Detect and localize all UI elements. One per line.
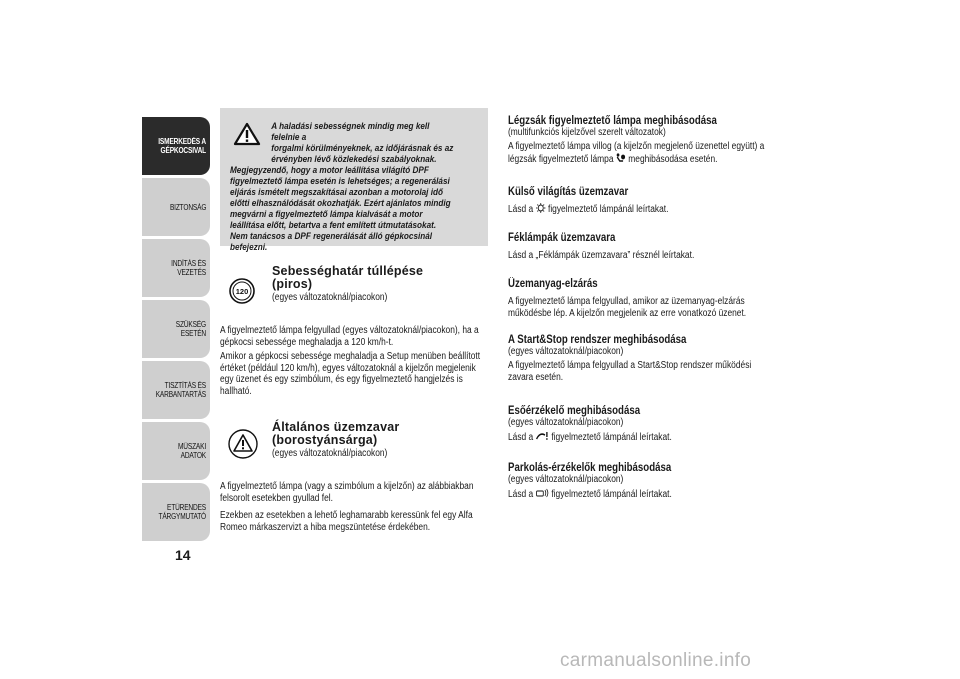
watermark: carmanualsonline.info [560, 650, 752, 671]
chapter-sidebar [142, 117, 210, 544]
warning-note-text: A haladási sebességnek mindig meg kell felelnie a forgalmi körülményeknek, az időjárásnak és az érvényben lévő közlekedési szabályoknak. Megjegyzendő, hogy a motor leállítása világító DPF figyelmeztető lámpa esetén is lehetséges; a regenerálási eljárás ismételt megszakításai azonban a motorolaj idő előtti elhasználódását okozhatják. Ezért ajánlatos mindig megvárni a figyelmeztető lámpa kialvását a motor leállítása előtt, betartva a fent említett útmutatásokat. Nem tanácsos a DPF regenerálását álló gépkocsinál befejezni. [230, 121, 454, 253]
rain-sensor-icon [536, 431, 549, 441]
speed-body: A figyelmeztető lámpa felgyullad (egyes változatoknál/piacokon), ha a gépkocsi sebessége meghaladja a 120 km/h-t. Amikor a gépkocsi sebessége meghaladja a Setup menüben beállított értéket (például 120 km/h), egyes változatoknál a kijelzőn megjelenik egy üzenet és egy szimbólum, és egy figyelmeztető hangjelzés is hallható. [220, 325, 481, 397]
general-fault-icon [227, 428, 259, 460]
rain-sensor-section: Esőérzékelő meghibásodása (egyes változatoknál/piacokon) Lásd a figyelmeztető lámpánál leírtakat. [508, 405, 672, 443]
general-heading: Általános üzemzavar (borostyánsárga) (egyes változatoknál/piacokon) [272, 420, 400, 459]
fuel-cutoff-section: Üzemanyag-elzárás A figyelmeztető lámpa felgyullad, amikor az üzemanyag-elzárás működésbe lép. A kijelzőn megjelenik az erre vonatkozó üzenet. [508, 278, 747, 319]
svg-text:120: 120 [235, 286, 249, 296]
tab-tisztitas[interactable]: TISZTÍTÁS ÉS KARBANTARTÁS [142, 361, 210, 419]
parking-sensor-icon [536, 488, 549, 498]
parking-sensor-section: Parkolás-érzékelők meghibásodása (egyes változatoknál/piacokon) Lásd a figyelmeztető lámpánál leírtakat. [508, 462, 672, 500]
start-stop-section: A Start&Stop rendszer meghibásodása (egyes változatoknál/piacokon) A figyelmeztető lámpa felgyullad a Start&Stop rendszer működési zavara esetén. [508, 334, 752, 383]
tab-inditas[interactable]: INDÍTÁS ÉS VEZETÉS [142, 239, 210, 297]
page-number: 14 [175, 547, 191, 563]
tab-muszaki[interactable]: MŰSZAKI ADATOK [142, 422, 210, 480]
bulb-fault-icon [536, 203, 546, 213]
general-body: A figyelmeztető lámpa (vagy a szimbólum a kijelzőn) az alábbiakban felsorolt esetekben gyullad fel. Ezekben az esetekben a lehető leghamarabb keressünk fel egy Alfa Romeo márkaszervizt a hiba megszüntetése érdekében. [220, 481, 474, 533]
tab-szukseg[interactable]: SZÜKSÉG ESETÉN [142, 300, 210, 358]
tab-biztonsag[interactable]: BIZTONSÁG [142, 178, 210, 236]
speed-limit-icon [228, 277, 256, 305]
speed-heading: Sebességhatár túllépése (piros) (egyes változatoknál/piacokon) [272, 264, 424, 303]
tab-targymutato[interactable]: ETŰRENDES TÁRGYMUTATÓ [142, 483, 210, 541]
airbag-section: Légzsák figyelmeztető lámpa meghibásodása (multifunkciós kijelzővel szerelt változatok) A figyelmeztető lámpa villog (a kijelzőn megjelenő üzenettel együtt) a légzsák figyelmeztető lámpa meghibásodása esetén. [508, 115, 765, 165]
airbag-icon [616, 153, 626, 163]
tab-ismerkedes[interactable]: ISMERKEDÉS A GÉPKOCSIVAL [142, 117, 210, 175]
brake-light-section: Féklámpák üzemzavara Lásd a „Féklámpák üzemzavara” résznél leírtakat. [508, 232, 695, 261]
exterior-light-section: Külső világítás üzemzavar Lásd a figyelmeztető lámpánál leírtakat. [508, 186, 669, 215]
